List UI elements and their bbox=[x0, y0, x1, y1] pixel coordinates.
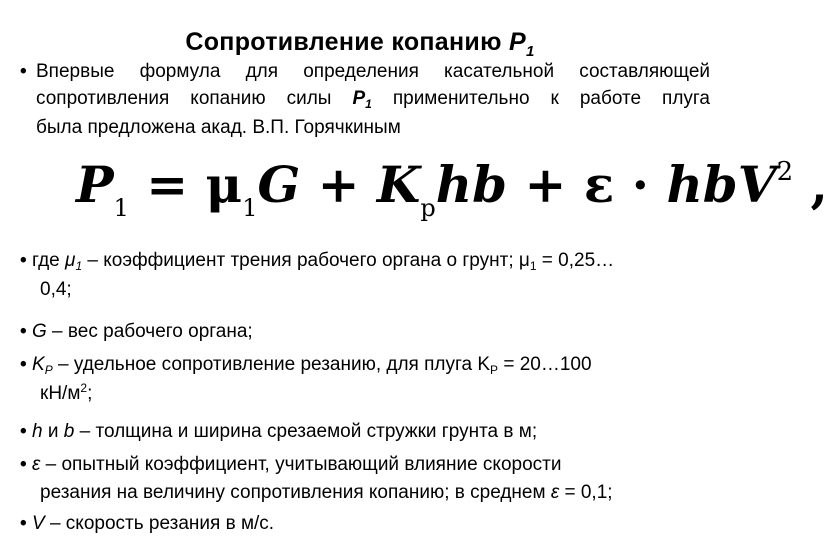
bullet-dot: • bbox=[20, 61, 27, 82]
title-symbol-subscript: 1 bbox=[525, 43, 535, 60]
title-text: Сопротивление копанию bbox=[185, 28, 509, 56]
intro-text bbox=[36, 58, 710, 141]
bullet-dot: • bbox=[20, 250, 27, 271]
bullet-dot: • bbox=[20, 354, 27, 375]
slide-title bbox=[0, 28, 720, 60]
bullet-dot: • bbox=[20, 513, 27, 534]
intro-line-3: была предложена акад. В.П. Горячкиным bbox=[36, 117, 401, 138]
bullet-dot: • bbox=[20, 421, 27, 442]
intro-line-2: сопротивления копанию силы $Р_1$ применительно к работе плуга bbox=[36, 88, 710, 111]
goryachkin-formula: $P_1 = \mu_1G + K_рhb + \varepsilon \cdot hbV^2$ , bbox=[76, 155, 828, 222]
title-symbol: Р bbox=[508, 28, 526, 56]
bullet-dot: • bbox=[20, 454, 27, 475]
slide: Сопротивление копанию $Р_1$ • Впервые формула для определения касательной составляющей сопротивления копанию силы $Р_1$ применительно к работе плуга была предложена акад. В.П. Горячкиным $P_1 = \mu_1G + K_рhb + \varepsilon \cdot hbV^2$ , • где $\mu_1$ – коэффициент трения рабочего органа о грунт; $\mu_1$ = 0,25… 0,4; • G – вес рабочего органа; • $K_P$ – удельное сопротивление резанию, для плуга $K_P$ = 20…100 $кН/м^2$; • h и b – толщина и ширина срезаемой стружки грунта в м; • ε – опытный коэффициент, учитывающий влияние скорости резания на величину сопротивления копанию; в среднем ε = 0,1; • V – скорость резания в м/с. bbox=[0, 0, 720, 540]
bullet-dot: • bbox=[20, 321, 27, 342]
intro-line-1: Впервые формула для определения касательной составляющей bbox=[36, 61, 710, 82]
